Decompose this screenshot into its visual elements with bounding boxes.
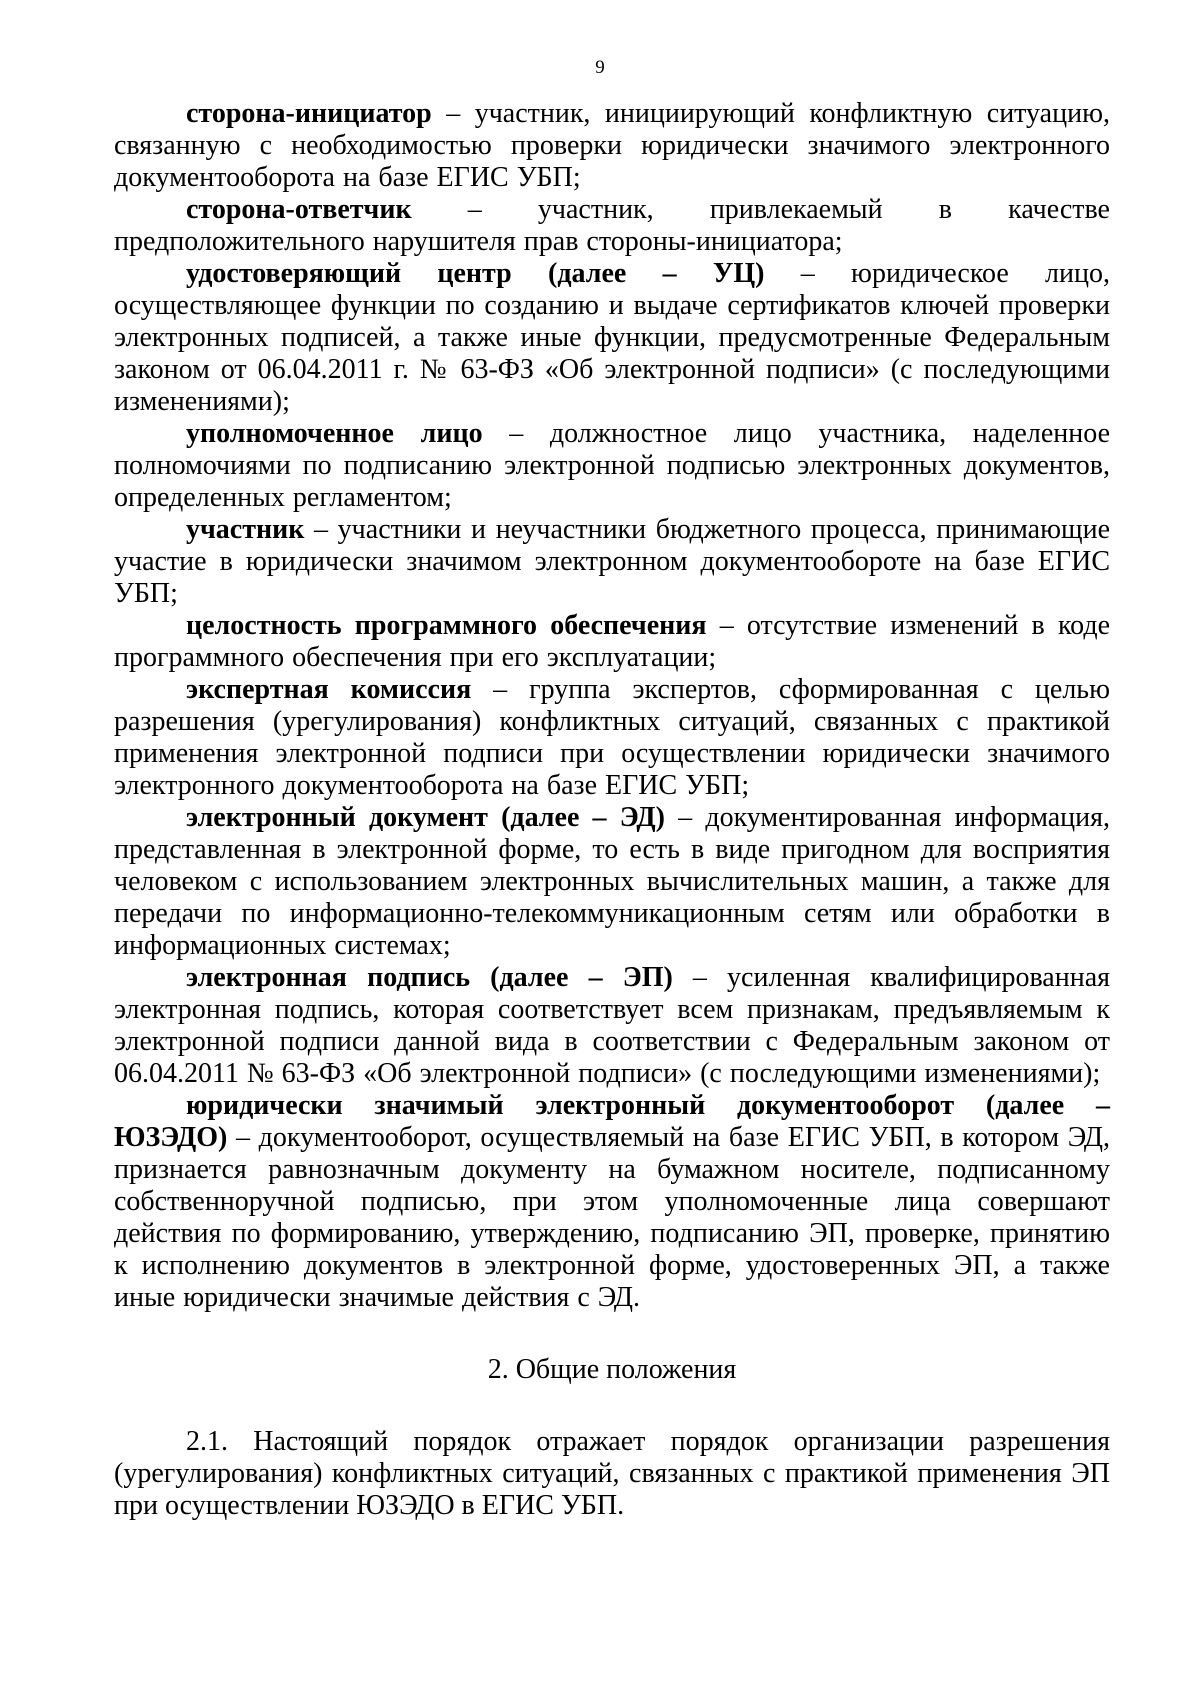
definition-term: удостоверяющий центр (далее – УЦ) xyxy=(186,258,765,289)
section-heading: 2. Общие положения xyxy=(487,1354,737,1385)
definition-paragraph xyxy=(114,98,1110,194)
definition-term: сторона-ответчик xyxy=(186,194,412,225)
definition-text: – участники и неучастники бюджетного процесса, принимающие участие в юридически значимом электронном документообороте на базе ЕГИС УБП; xyxy=(114,514,1110,609)
definition-term: сторона-инициатор xyxy=(186,98,432,129)
definition-text: – участник, привлекаемый в качестве предположительного нарушителя прав стороны-инициатора; xyxy=(114,194,1110,257)
definition-text: – усиленная квалифицированная электронная подпись, которая соответствует всем признакам, предъявляемым к электронной подписи данной вида в соответствии с Федеральным законом от 06.04.2011 № 63-ФЗ «Об электронной подписи» (с последующими изменениями); xyxy=(114,962,1110,1089)
definition-term: экспертная комиссия xyxy=(186,674,472,705)
definition-text: – группа экспертов, сформированная с целью разрешения (урегулирования) конфликтных ситуаций, связанных с практикой применения электронной подписи при осуществлении юридически значимого электронного документооборота на базе ЕГИС УБП; xyxy=(114,674,1110,801)
definition-text: – участник, инициирующий конфликтную ситуацию, связанную с необходимостью проверки юридически значимого электронного документооборота на базе ЕГИС УБП; xyxy=(114,98,1110,193)
definition-term: электронный документ (далее – ЭД) xyxy=(186,802,665,833)
page-number: 9 xyxy=(595,57,605,78)
definition-paragraph xyxy=(114,258,1110,418)
definition-paragraph xyxy=(114,674,1110,802)
definition-term: электронная подпись (далее – ЭП) xyxy=(186,962,673,993)
definition-paragraph xyxy=(114,194,1110,258)
definition-term: юридически значимый электронный документооборот (далее – ЮЗЭДО) xyxy=(114,1090,1110,1153)
section-paragraph: 2.1. Настоящий порядок отражает порядок организации разрешения (урегулирования) конфликтных ситуаций, связанных с практикой применения ЭП при осуществлении ЮЗЭДО в ЕГИС УБП. xyxy=(114,1426,1110,1521)
definition-paragraph xyxy=(114,1090,1110,1314)
definition-term: уполномоченное лицо xyxy=(186,418,483,449)
definition-text: – отсутствие изменений в коде программного обеспечения при его эксплуатации; xyxy=(114,610,1111,673)
definition-term: участник xyxy=(186,514,305,545)
definition-text: – документированная информация, представленная в электронной форме, то есть в виде пригодном для восприятия человеком с использованием электронных вычислительных машин, а также для передачи по информационно-телекоммуникационным сетям или обработки в информационных системах; xyxy=(114,802,1110,961)
definition-text: – должностное лицо участника, наделенное полномочиями по подписанию электронной подписью электронных документов, определенных регламентом; xyxy=(114,418,1110,513)
definition-text: – документооборот, осуществляемый на базе ЕГИС УБП, в котором ЭД, признается равнозначным документу на бумажном носителе, подписанному собственноручной подписью, при этом уполномоченные лица совершают действия по формированию, утверждению, подписанию ЭП, проверке, принятию к исполнению документов в электронной форме, удостоверенных ЭП, а также иные юридически значимые действия с ЭД. xyxy=(114,1122,1110,1313)
definition-text: – юридическое лицо, осуществляющее функции по созданию и выдаче сертификатов ключей проверки электронных подписей, а также иные функции, предусмотренные Федеральным законом от 06.04.2011 г. № 63-ФЗ «Об электронной подписи» (с последующими изменениями); xyxy=(114,258,1110,417)
definition-paragraph xyxy=(114,802,1110,962)
definition-paragraph xyxy=(114,610,1110,674)
page-content xyxy=(114,98,1110,1522)
definition-paragraph xyxy=(114,418,1110,514)
definition-paragraph xyxy=(114,514,1110,610)
definition-term: целостность программного обеспечения xyxy=(186,610,707,641)
definition-paragraph xyxy=(114,962,1110,1090)
